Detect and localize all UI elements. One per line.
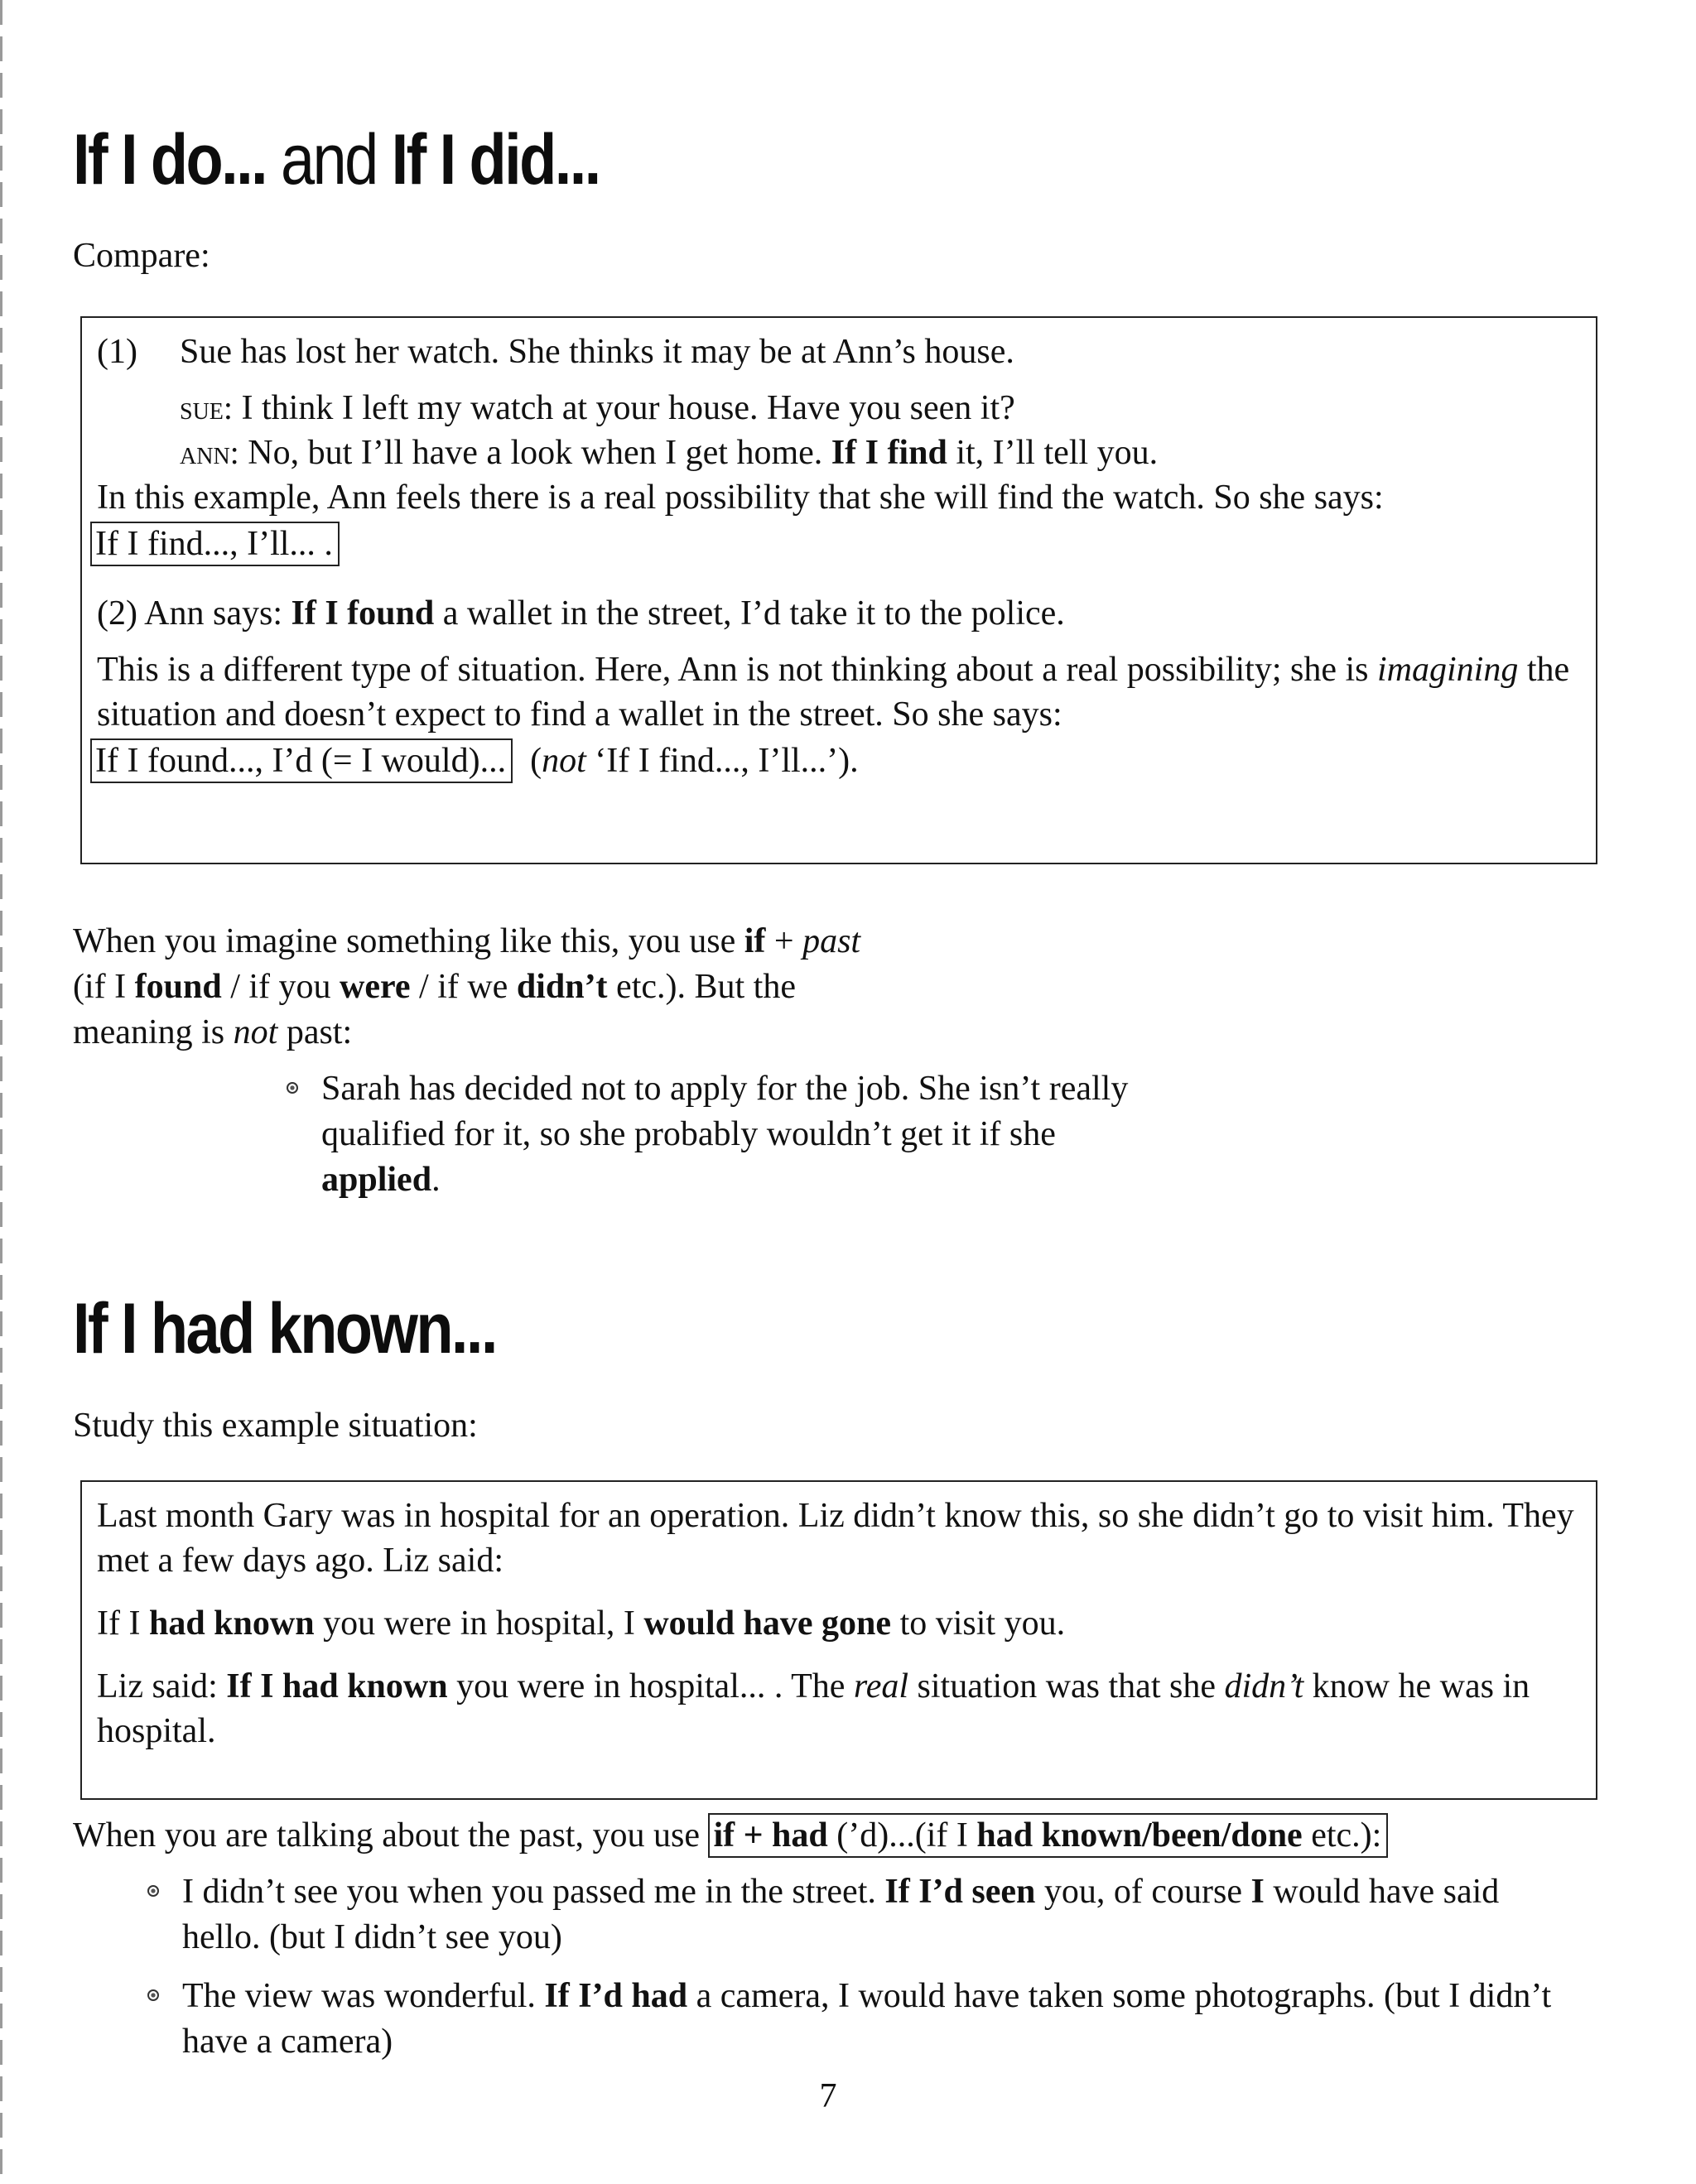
sue-line: I think I left my watch at your house. Have you seen it? (241, 389, 1015, 427)
pattern2-note-rest: ‘If I find..., I’ll...’). (595, 742, 859, 780)
example2-bold: If I found (291, 594, 435, 633)
imagine-l2-found: found (134, 968, 222, 1006)
pattern2-box: If I found..., I’d (= I would)... (90, 738, 513, 783)
liz-quote-mid: you were in hospital, I (323, 1604, 635, 1643)
liz-note-real: real (853, 1667, 909, 1705)
past-example2-end: a camera, I would have taken some photographs. (but I didn’t have a camera) (182, 1977, 1552, 2061)
bullet-icon (147, 1989, 159, 2001)
past-example2-bold1: If I’d had (544, 1977, 688, 2015)
sarah-example-end: . (431, 1161, 441, 1199)
explanation2-start: This is a different type of situation. Here, Ann is not thinking about a real possibility; she is (97, 651, 1369, 689)
compare-label: Compare: (73, 237, 210, 275)
sue-dialogue-line (97, 386, 1581, 431)
liz-note-if-i: If I (226, 1667, 274, 1705)
past-example1-end: would have said hello. (but I didn’t see you) (182, 1873, 1500, 1956)
sarah-example-item (280, 1066, 1174, 1203)
past-rule-box (708, 1813, 1388, 1858)
liz-note-start: Liz said: (97, 1667, 218, 1705)
explanation2-italic: imagining (1377, 651, 1519, 689)
imagine-l2-rest: etc.). But the (616, 968, 796, 1006)
past-rule-mid: (’d)...(if I (836, 1816, 968, 1854)
past-example2-start: The view was wonderful. (182, 1977, 536, 2015)
sarah-example-list (280, 1066, 1174, 1216)
pattern2-note-not: not (542, 742, 586, 780)
pattern2-note-open: ( (530, 742, 542, 780)
ann-line-bold: If I find (831, 434, 947, 472)
liz-note (97, 1664, 1581, 1753)
past-rule-known-been-done: had known/been/done (976, 1816, 1303, 1854)
past-rule-line (73, 1813, 1646, 1859)
liz-note-didnt: didn’t (1224, 1667, 1304, 1705)
past-example1-bold1: If I’d seen (884, 1873, 1036, 1911)
heading2-text: If I had known... (73, 1289, 496, 1369)
page-number: 7 (819, 2077, 837, 2115)
liz-note-had-known: had known (282, 1667, 448, 1705)
past-examples-list (141, 1869, 1565, 2078)
speaker-sue: sue: (180, 389, 234, 426)
liz-quote (97, 1601, 1581, 1646)
section-heading-if-i-do (73, 120, 600, 200)
imagine-explanation (73, 919, 984, 1056)
ann-line-start: No, but I’ll have a look when I get home. (248, 434, 823, 472)
page-edge-shadow (0, 0, 2, 2184)
past-rule-if-had: if + had (713, 1816, 828, 1854)
imagine-l3-not: not (233, 1013, 278, 1051)
past-example-item (141, 1974, 1565, 2065)
imagine-l2-mid1: / if you (230, 968, 331, 1006)
liz-quote-would-have-gone: would have gone (643, 1604, 892, 1643)
past-example-item (141, 1869, 1565, 1960)
imagine-l3-start: meaning is (73, 1013, 225, 1051)
liz-note-mid: you were in hospital... . The (456, 1667, 846, 1705)
imagine-l2-mid2: / if we (419, 968, 508, 1006)
study-label: Study this example situation: (73, 1407, 478, 1445)
imagine-l1-text: When you imagine something like this, you use (73, 922, 736, 960)
past-rule-text: When you are talking about the past, you use (73, 1816, 700, 1854)
heading-bold-part2: If I did... (391, 120, 600, 200)
past-rule-end: etc.): (1311, 1816, 1382, 1854)
bullet-icon (147, 1885, 159, 1897)
situation-box (80, 1480, 1597, 1800)
explanation2-end: the situation and doesn’t expect to find a wallet in the street. So she says: (97, 651, 1570, 734)
example1-text: Sue has lost her watch. She thinks it may be at Ann’s house. (180, 333, 1014, 371)
imagine-l3-end: past: (286, 1013, 353, 1051)
sarah-example-bold: applied (321, 1161, 432, 1199)
imagine-line2 (73, 965, 984, 1010)
past-example1-bold2: I (1250, 1873, 1265, 1911)
liz-quote-end: to visit you. (899, 1604, 1066, 1643)
imagine-l1-plus: + (773, 922, 794, 960)
sarah-example-text: Sarah has decided not to apply for the job. She isn’t really qualified for it, so she probably wouldn’t get it if she (321, 1070, 1129, 1153)
imagine-line1 (73, 919, 984, 965)
example1-line (97, 330, 1581, 374)
imagine-l2-open: (if I (73, 968, 127, 1006)
compare-examples-box (80, 316, 1597, 864)
speaker-ann: ann: (180, 434, 239, 471)
imagine-l1-past: past (802, 922, 861, 960)
liz-note-mid2: situation was that she (917, 1667, 1216, 1705)
example2-intro: (2) Ann says: (97, 594, 282, 633)
pattern2-line (97, 738, 1581, 783)
situation-story: Last month Gary was in hospital for an operation. Liz didn’t know this, so she didn’t go to visit him. They met a few days ago. Liz said: (97, 1497, 1574, 1580)
imagine-line3 (73, 1010, 984, 1056)
past-example1-start: I didn’t see you when you passed me in the street. (182, 1873, 876, 1911)
example2-line (97, 591, 1581, 636)
explanation2 (97, 647, 1581, 737)
section-heading-if-i-had-known (73, 1289, 496, 1369)
imagine-l2-didnt: didn’t (516, 968, 608, 1006)
example1-number: (1) (97, 333, 137, 371)
pattern1-line (97, 522, 1581, 566)
explanation1: In this example, Ann feels there is a real possibility that she will find the watch. So she says: (97, 479, 1384, 517)
ann-dialogue-line (97, 431, 1581, 475)
pattern1-box: If I find..., I’ll... . (90, 522, 340, 566)
liz-note-end: know he was in hospital. (97, 1667, 1530, 1750)
bullet-icon (287, 1082, 298, 1094)
example2-rest: a wallet in the street, I’d take it to the police. (442, 594, 1065, 633)
liz-quote-if: If I (97, 1604, 141, 1643)
past-example1-mid: you, of course (1043, 1873, 1242, 1911)
heading-bold-part1: If I do... (73, 120, 267, 200)
liz-quote-had-known: had known (148, 1604, 315, 1643)
heading-and: and (266, 120, 392, 200)
imagine-l2-were: were (340, 968, 411, 1006)
imagine-l1-if: if (744, 922, 766, 960)
ann-line-end: it, I’ll tell you. (956, 434, 1159, 472)
